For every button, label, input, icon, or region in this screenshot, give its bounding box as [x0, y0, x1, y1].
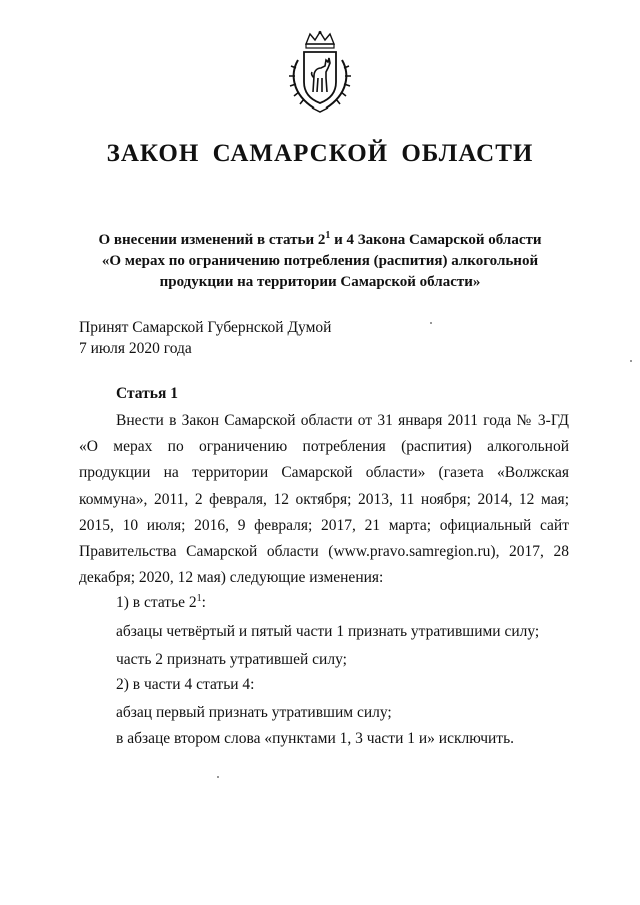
subject-line-1: О внесении изменений в статьи $2^1$ и 4 Закона Самарской области	[98, 230, 542, 248]
article-intro: Внести в Закон Самарской области от 31 января 2011 года № 3-ГД «О мерах по ограничению потребления (распития) алкогольной продукции на территории Самарской области» (газета «Волжская коммуна», 2011, 2 февраля, 12 октября; 2013, 11 ноября; 2014, 12 мая; 2015, 10 июля; 2016, 9 февраля; 2017, 21 марта; официальный сайт Правительства Самарской области (www.pravo.samregion.ru), 2017, 28 декабря; 2020, 12 мая) следующие изменения:	[79, 412, 569, 587]
article-body	[79, 408, 569, 591]
item-1-line-1: абзацы четвёртый и пятый части 1 признать утратившими силу;	[116, 623, 540, 640]
scan-speck	[630, 360, 632, 362]
adoption-date: 7 июля 2020 года	[79, 340, 192, 357]
item-1-heading: 1) в статье $2^1$:	[116, 593, 206, 611]
subject-line-3: продукции на территории Самарской области»	[159, 274, 481, 290]
scan-speck	[430, 322, 432, 324]
law-title: ЗАКОН САМАРСКОЙ ОБЛАСТИ	[106, 140, 534, 167]
adoption-info	[79, 317, 331, 359]
item-2-heading: 2) в части 4 статьи 4:	[116, 676, 255, 693]
item-2-line-1: абзац первый признать утратившим силу;	[116, 704, 392, 721]
item-1-line-2: часть 2 признать утратившей силу;	[116, 651, 347, 668]
subject-line-2: «О мерах по ограничению потребления (распития) алкогольной	[101, 253, 539, 269]
scan-speck	[217, 776, 219, 778]
article-title: Статья 1	[116, 385, 178, 402]
law-subject	[60, 230, 580, 293]
samara-coat-of-arms-icon	[284, 30, 356, 114]
item-2-line-2: в абзаце втором слова «пунктами 1, 3 части 1 и» исключить.	[116, 730, 515, 747]
adoption-body: Принят Самарской Губернской Думой	[79, 319, 332, 336]
